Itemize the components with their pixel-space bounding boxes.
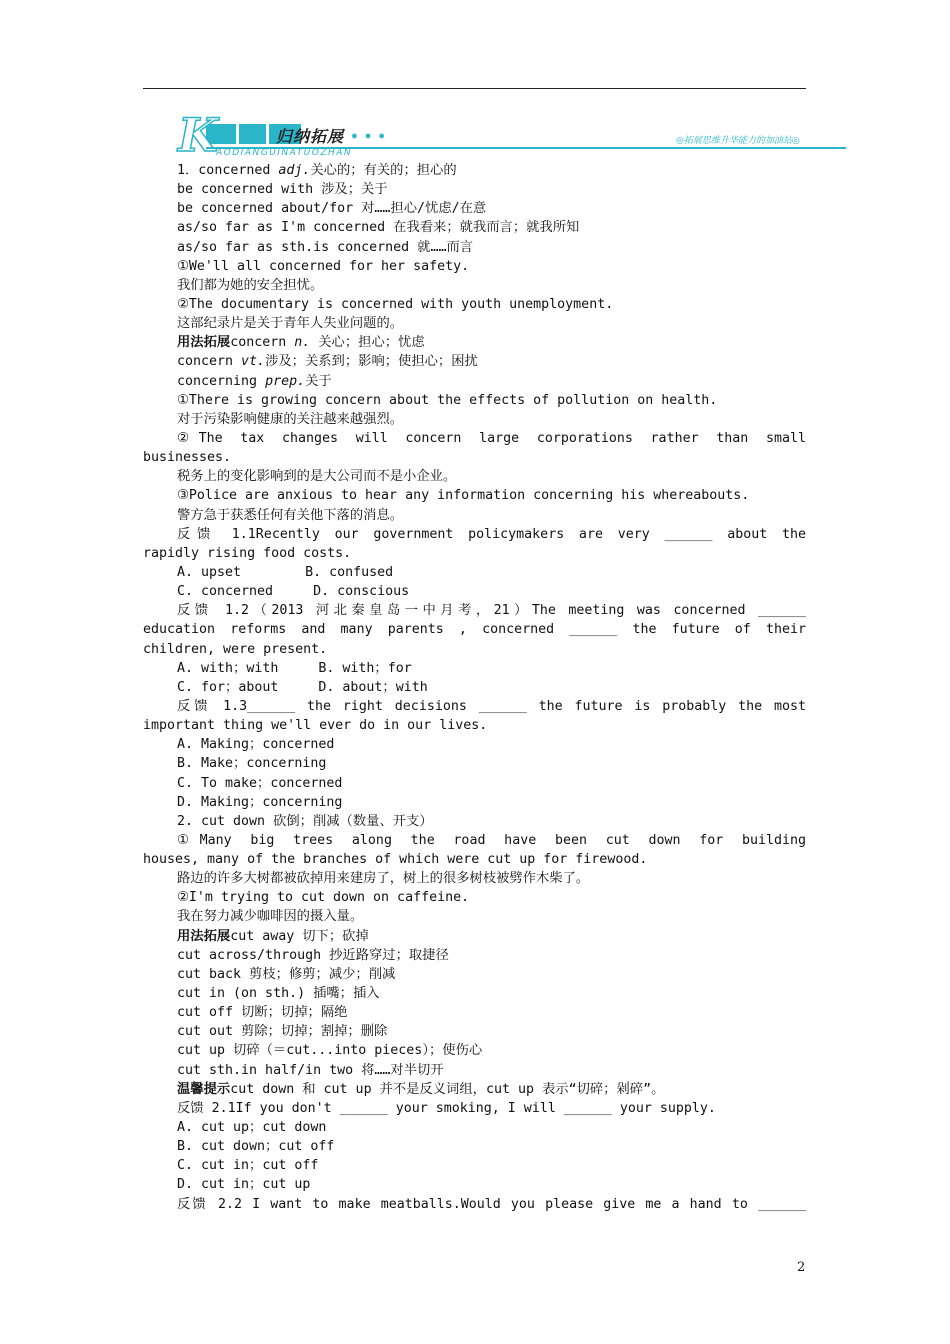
exercise-question-continued: important thing we'll ever do in our lives. [143,718,488,734]
exercise-question: 反馈 2.1If you don't ______ your smoking, I will ______ your supply. [177,1100,716,1116]
document-body [143,161,806,1214]
exercise-options: A. with；with B. with；for [177,660,412,676]
text-line: be concerned about/for 对……担心/忧虑/在意 [177,201,487,217]
exercise-question: 反馈 1.3______ the right decisions ______ the future is probably the most [177,698,806,714]
tip-line: 温馨提示cut down 和 cut up 并不是反义词组，cut up 表示“切碎；剁碎”。 [177,1081,665,1097]
entry-heading: 2. cut down 砍倒；削减（数量、开支） [177,813,433,829]
exercise-option: A. cut up；cut down [177,1120,327,1136]
example-translation: 对于污染影响健康的关注越来越强烈。 [177,411,404,427]
text-line: concern vt.涉及；关系到；影响；使担心；困扰 [177,354,478,370]
banner-pinyin: AODIANGUINATUOZHAN [216,148,353,158]
text-line: 1．concerned adj.关心的；有关的；担心的 [177,163,457,178]
text-line: cut across/through 抄近路穿过；取捷径 [177,947,449,963]
exercise-options: C. for；about D. about；with [177,679,428,695]
exercise-option: B. Make；concerning [177,756,327,772]
text-line: as/so far as I'm concerned 在我看来；就我而言；就我所知 [177,220,580,236]
example-translation: 这部纪录片是关于青年人失业问题的。 [177,316,404,332]
text-line: cut back 剪枝；修剪；减少；削减 [177,966,396,982]
text-line: cut out 剪除；切掉；割掉；删除 [177,1024,388,1040]
top-rule [143,88,806,89]
exercise-question-continued: rapidly rising food costs. [143,545,352,561]
example-sentence: ②I'm trying to cut down on caffeine. [177,890,470,906]
exercise-option: D. Making；concerning [177,794,343,810]
example-translation: 路边的许多大树都被砍掉用来建房了，树上的很多树枝被劈作木柴了。 [177,871,590,887]
example-translation: 我在努力减少咖啡因的摄入量。 [177,909,364,925]
exercise-question: 反馈 2.2 I want to make meatballs.Would you please give me a hand to ______ [177,1196,806,1212]
text-line: cut in (on sth.) 插嘴；插入 [177,986,380,1002]
exercise-option: B. cut down；cut off [177,1139,335,1155]
example-translation: 我们都为她的安全担忧。 [177,277,324,293]
exercise-options: C. concerned D. conscious [177,584,410,600]
exercise-option: C. cut in；cut off [177,1158,319,1174]
text-line: be concerned with 涉及；关于 [177,182,388,198]
banner-bar-divider [236,124,239,144]
example-sentence: ②The documentary is concerned with youth unemployment. [177,296,614,312]
exercise-option: D. cut in；cut up [177,1177,311,1193]
example-sentence: ①There is growing concern about the effects of pollution on health. [177,392,718,408]
example-sentence-continued: houses, many of the branches of which were cut up for firewood. [143,852,648,868]
exercise-question-continued: education reforms and many parents , concerned ______ the future of their [143,622,806,638]
example-sentence: ②The tax changes will concern large corporations rather than small [177,430,806,446]
page-number: 2 [797,1260,806,1275]
section-banner [176,108,848,162]
text-line: cut up 切碎（＝cut...into pieces）；使伤心 [177,1043,483,1059]
usage-extension-heading: 用法拓展cut away 切下；砍掉 [177,928,369,944]
example-translation: 税务上的变化影响到的是大公司而不是小企业。 [177,469,457,485]
exercise-question-continued: children, were present. [143,641,328,657]
banner-logo-letter: K [178,108,218,162]
example-sentence: ③Police are anxious to hear any information concerning his whereabouts. [177,488,750,504]
banner-dots-icon: ● ● ● [352,131,387,140]
text-line: as/so far as sth.is concerned 就……而言 [177,239,474,255]
text-line: cut off 切断；切掉；隔绝 [177,1005,348,1021]
example-translation: 警方急于获悉任何有关他下落的消息。 [177,507,404,523]
text-line: cut sth.in half/in two 将……对半切开 [177,1062,444,1078]
text-line: concerning prep.关于 [177,373,332,389]
example-sentence-continued: businesses. [143,450,232,466]
usage-extension-heading: 用法拓展concern n. 关心；担心；忧虑 [177,335,425,351]
banner-tagline: ◎拓展思维升华能力的加油站◎ [676,136,800,146]
banner-title: 归纳拓展 [276,127,345,146]
exercise-question: 反馈 1.2（2013 河北秦皇岛一中月考，21）The meeting was concerned ______ [177,603,806,619]
exercise-options: A. upset B. confused [177,564,394,580]
example-sentence: ①Many big trees along the road have been cut down for building [177,832,806,848]
banner-bar-divider [266,124,269,144]
exercise-option: A. Making；concerned [177,737,335,753]
example-sentence: ①We'll all concerned for her safety. [177,258,470,274]
exercise-option: C. To make；concerned [177,775,343,791]
exercise-question: 反馈 1.1Recently our government policymakers are very ______ about the [177,526,806,542]
